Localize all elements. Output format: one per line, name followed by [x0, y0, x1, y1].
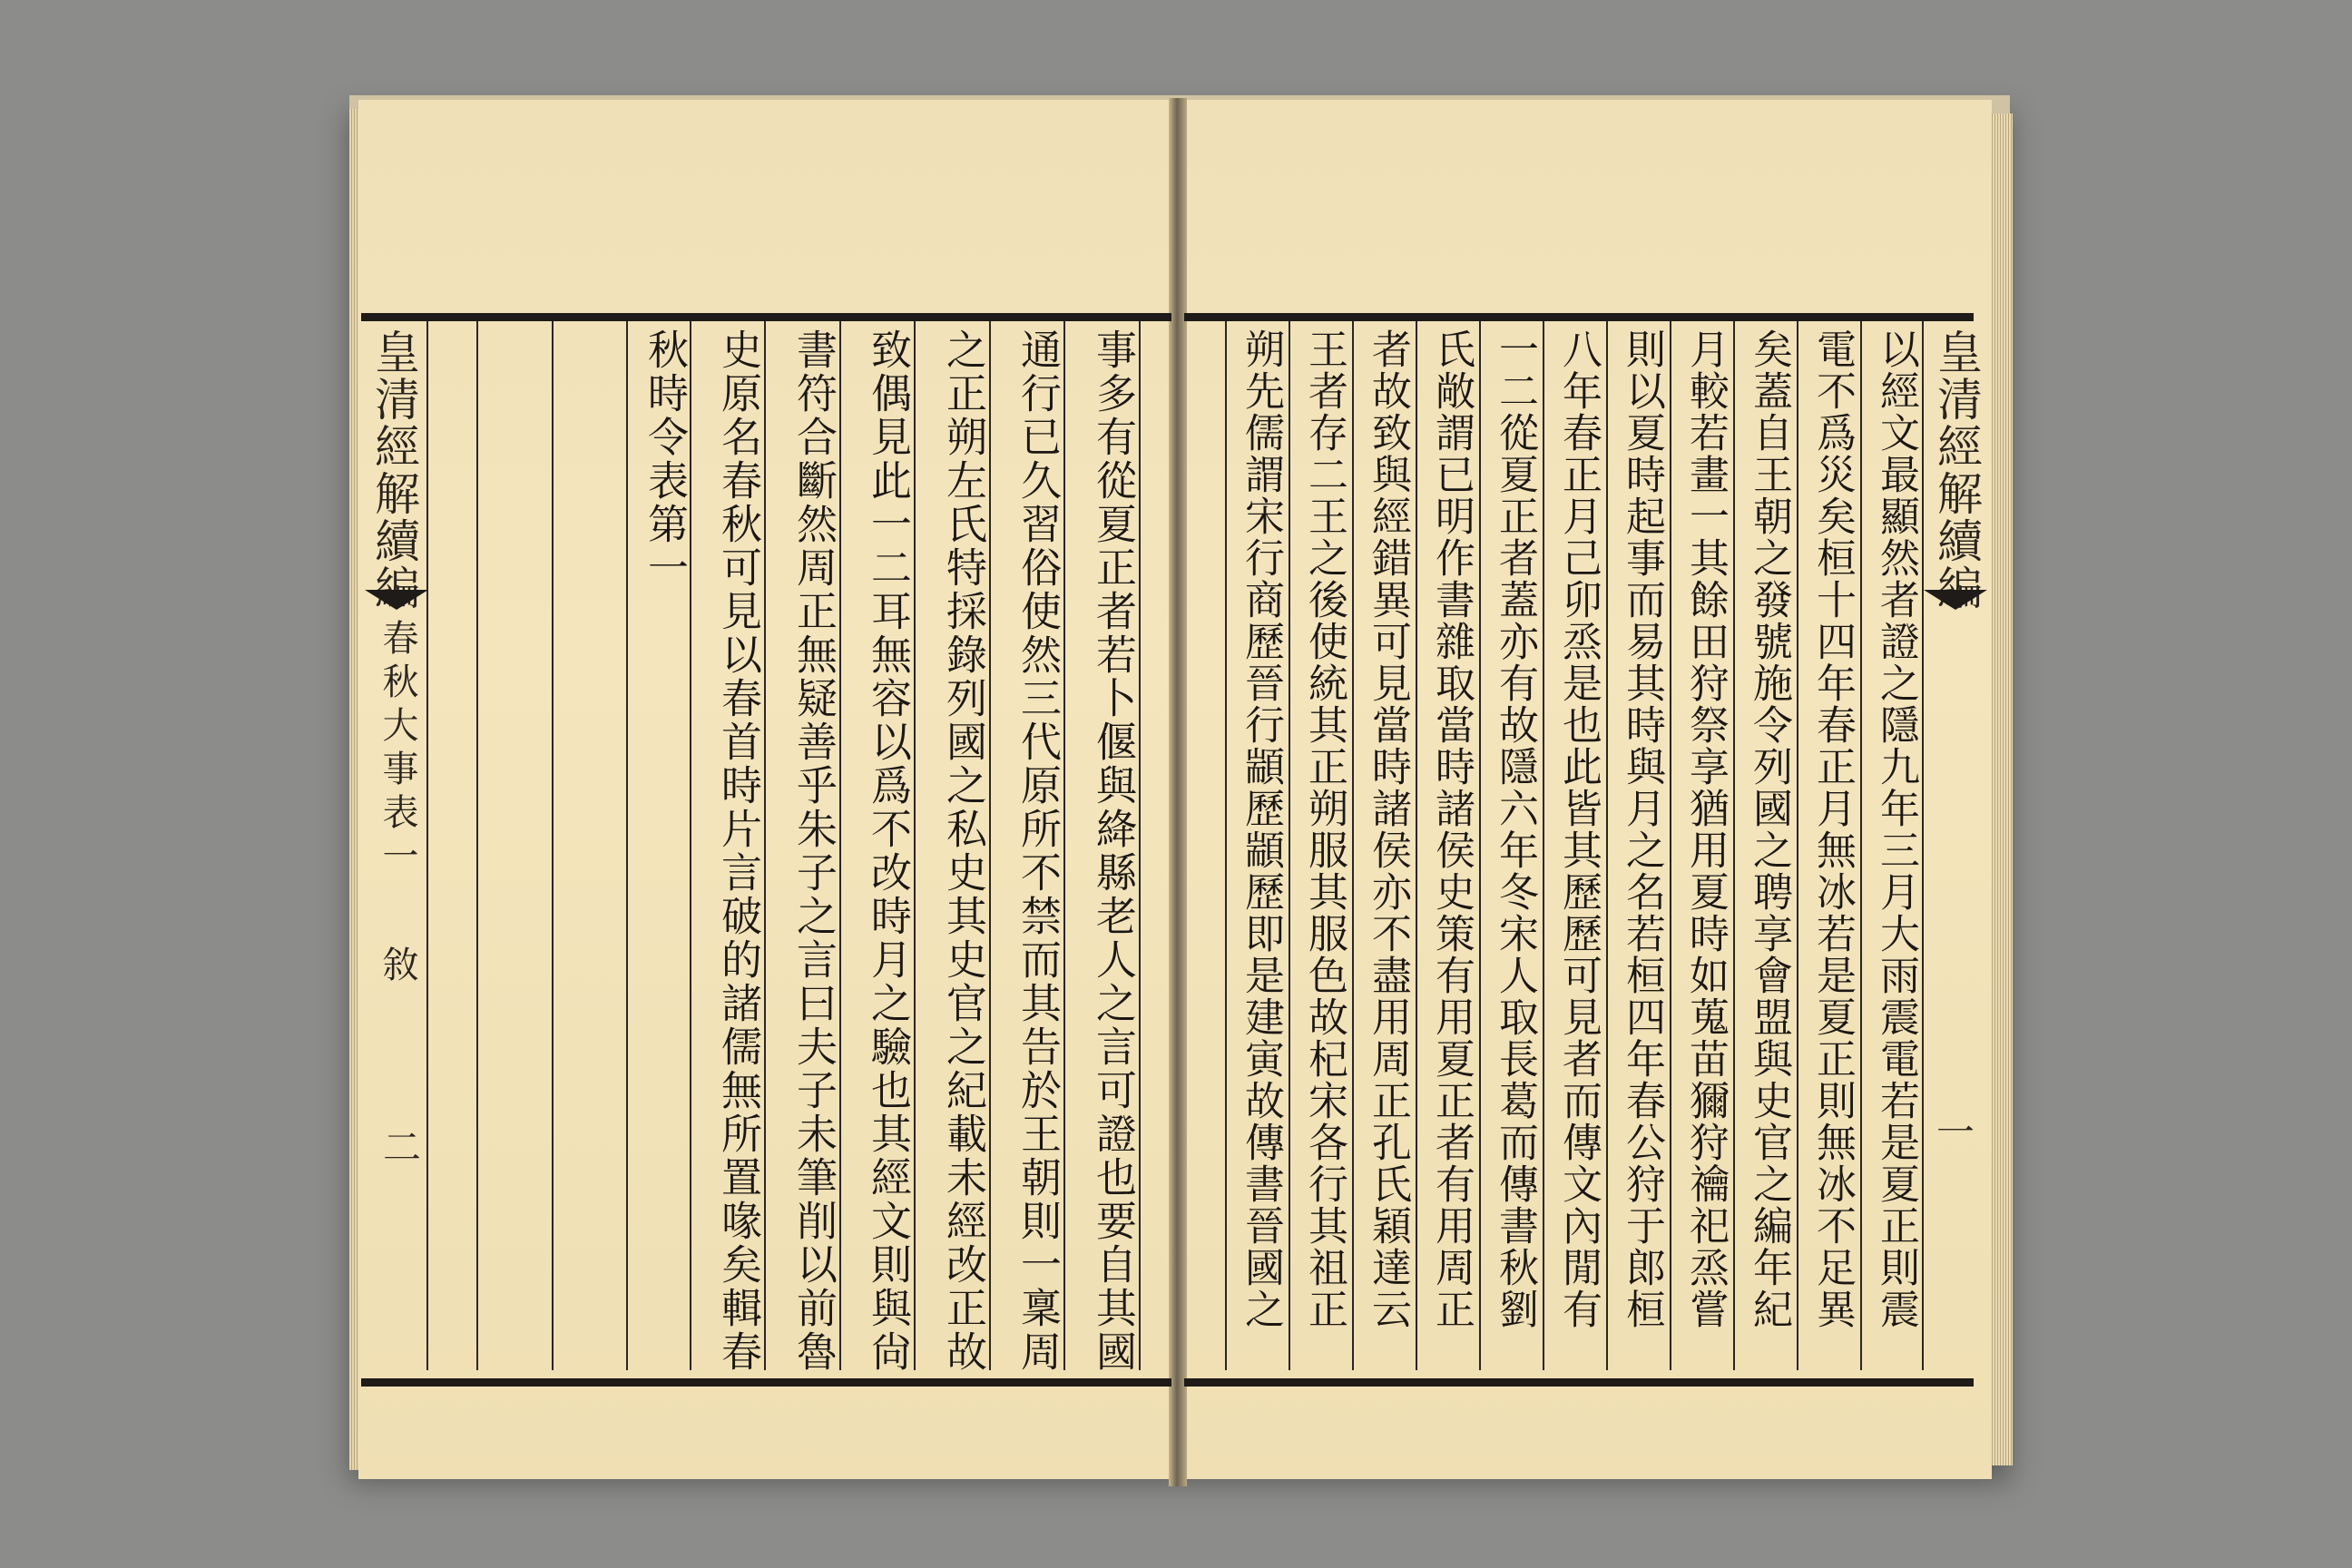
column-rule	[1289, 321, 1290, 1370]
text-column: 矣蓋自王朝之發號施令列國之聘享會盟與史官之編年紀	[1746, 328, 1792, 1330]
text-column: 王者存二王之後使統其正朔服其服色故杞宋各行其祖正	[1301, 328, 1348, 1330]
text-column: 電不爲災矣桓十四年春正月無冰若是夏正則無冰不足異	[1809, 328, 1856, 1330]
text-column: 一二從夏正者蓋亦有故隱六年冬宋人取長葛而傳書秋劉	[1492, 328, 1538, 1330]
column-rule	[1797, 321, 1798, 1370]
column-rule	[1670, 321, 1671, 1370]
text-column: 八年春正月己卯烝是也此皆其歷歷可見者而傳文內閒有	[1555, 328, 1602, 1330]
text-column: 通行已久習俗使然三代原所不禁而其告於王朝則一稟周	[1014, 328, 1062, 1374]
column-rule	[1479, 321, 1481, 1370]
column-rule	[1606, 321, 1608, 1370]
right-banxin-page-number: 一	[1931, 1112, 1975, 1150]
banxin-section: 春秋大事表一	[377, 619, 418, 880]
fish-tail-mark	[1924, 590, 1987, 610]
banxin-page-number: 二	[377, 1127, 422, 1165]
column-rule	[1543, 321, 1544, 1370]
text-column: 事多有從夏正者若卜偃與絳縣老人之言可證也要自其國	[1089, 328, 1137, 1374]
text-column: 秋時令表第一	[641, 328, 689, 590]
text-column: 者故致與經錯異可見當時諸侯亦不盡用周正孔氏穎達云	[1365, 328, 1411, 1330]
text-column: 朔先儒謂宋行商歷晉行顓歷顓歷即是建寅故傳書晉國之	[1238, 328, 1284, 1330]
left-banxin	[363, 328, 426, 1363]
fish-tail-mark	[365, 590, 428, 610]
banxin-label: 敘	[377, 946, 418, 982]
text-column: 書符合斷然周正無疑善乎朱子之言曰夫子未筆削以前魯	[789, 328, 838, 1374]
column-rule	[1352, 321, 1354, 1370]
text-column: 月較若畫一其餘田狩祭享猶用夏時如蒐苗獮狩禴祀烝嘗	[1682, 328, 1729, 1330]
column-rule	[626, 321, 628, 1370]
column-rule	[1225, 321, 1227, 1370]
column-rule	[552, 321, 554, 1370]
text-column: 之正朔左氏特採錄列國之私史其史官之紀載未經改正故	[939, 328, 987, 1374]
column-rule	[1733, 321, 1735, 1370]
text-column: 氏敞謂已明作書雜取當時諸侯史策有用夏正者有用周正	[1428, 328, 1475, 1330]
banxin-book-title: 皇清經解續編	[368, 328, 420, 612]
column-rule	[1416, 321, 1417, 1370]
text-column: 以經文最顯然者證之隱九年三月大雨震電若是夏正則震	[1873, 328, 1919, 1330]
text-column: 史原名春秋可見以春首時片言破的諸儒無所置喙矣輯春	[714, 328, 762, 1374]
column-rule	[426, 321, 428, 1370]
text-column: 致偶見此一二耳無容以爲不改時月之驗也其經文則與尙	[864, 328, 912, 1374]
column-rule	[476, 321, 478, 1370]
column-rule	[1860, 321, 1862, 1370]
right-banxin-book-title: 皇清經解續編	[1930, 328, 1983, 612]
text-column: 則以夏時起事而易其時與月之名若桓四年春公狩于郎桓	[1619, 328, 1665, 1330]
